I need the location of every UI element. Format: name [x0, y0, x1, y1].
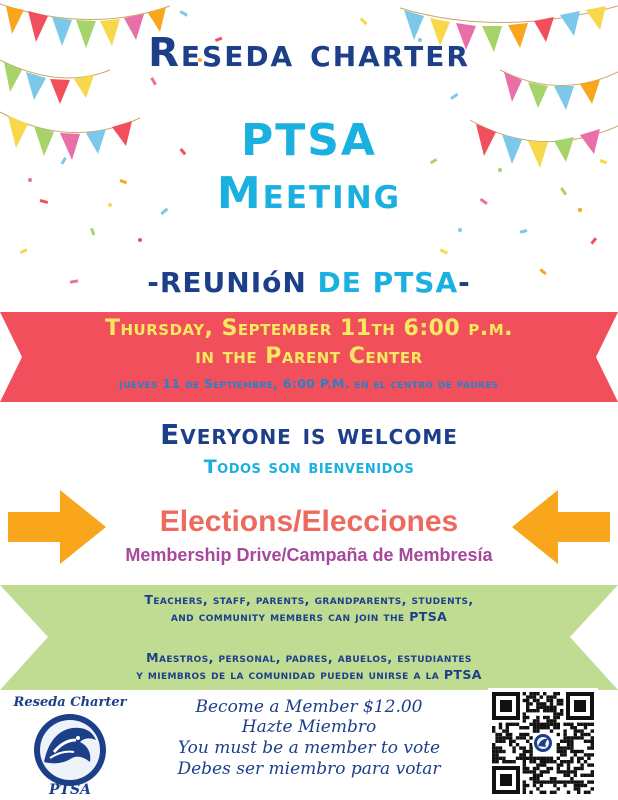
subtitle-dash-left: - [147, 266, 160, 299]
event-date-location-spanish: jueves 11 de Septiembre, 6:00 P.M. en el centro de padres [119, 376, 499, 391]
bunting-string-right-low [500, 70, 618, 110]
eligibility-english-line-2: and community members can join the PTSA [170, 609, 448, 624]
qr-finder-top-left [492, 692, 520, 720]
membership-drive-heading: Membership Drive/Campaña de Membresía [125, 545, 493, 565]
subtitle-dash-right: - [458, 266, 471, 299]
logo-bottom-text: PTSA [49, 782, 91, 797]
logo-top-text: Reseda Charter [13, 695, 127, 710]
ptsa-heading: PTSA [240, 115, 377, 166]
membership-vote-english: You must be a member to vote [177, 738, 441, 758]
meeting-heading: Meeting [216, 168, 402, 219]
membership-qr-code[interactable] [488, 688, 598, 798]
reunion-subtitle [0, 266, 618, 299]
elections-heading: Elections/Elecciones [159, 505, 459, 538]
eligibility-spanish-line-2: y miembros de la comunidad pueden unirse a la PTSA [136, 667, 482, 682]
qr-finder-bottom-left [492, 766, 520, 794]
eligibility-english-line-1: Teachers, staff, parents, grandparents, students, [144, 592, 474, 607]
welcome-english: Everyone is welcome [160, 418, 458, 451]
membership-price-english: Become a Member $12.00 [195, 697, 423, 717]
school-name-heading: Reseda charter [148, 30, 470, 76]
qr-center-logo [532, 732, 554, 754]
event-location-english: in the Parent Center [195, 344, 423, 369]
event-date-english: Thursday, September 11th 6:00 p.m. [104, 316, 514, 341]
membership-vote-spanish: Debes ser miembro para votar [177, 759, 441, 779]
welcome-spanish: Todos son bienvenidos [203, 456, 415, 478]
subtitle-reunion: REUNIóN [159, 266, 307, 299]
subtitle-de-ptsa: DE PTSA [306, 266, 459, 299]
qr-finder-top-right [566, 692, 594, 720]
membership-join-spanish: Hazte Miembro [241, 717, 377, 737]
eligibility-spanish-line-1: Maestros, personal, padres, abuelos, estudiantes [146, 650, 472, 665]
